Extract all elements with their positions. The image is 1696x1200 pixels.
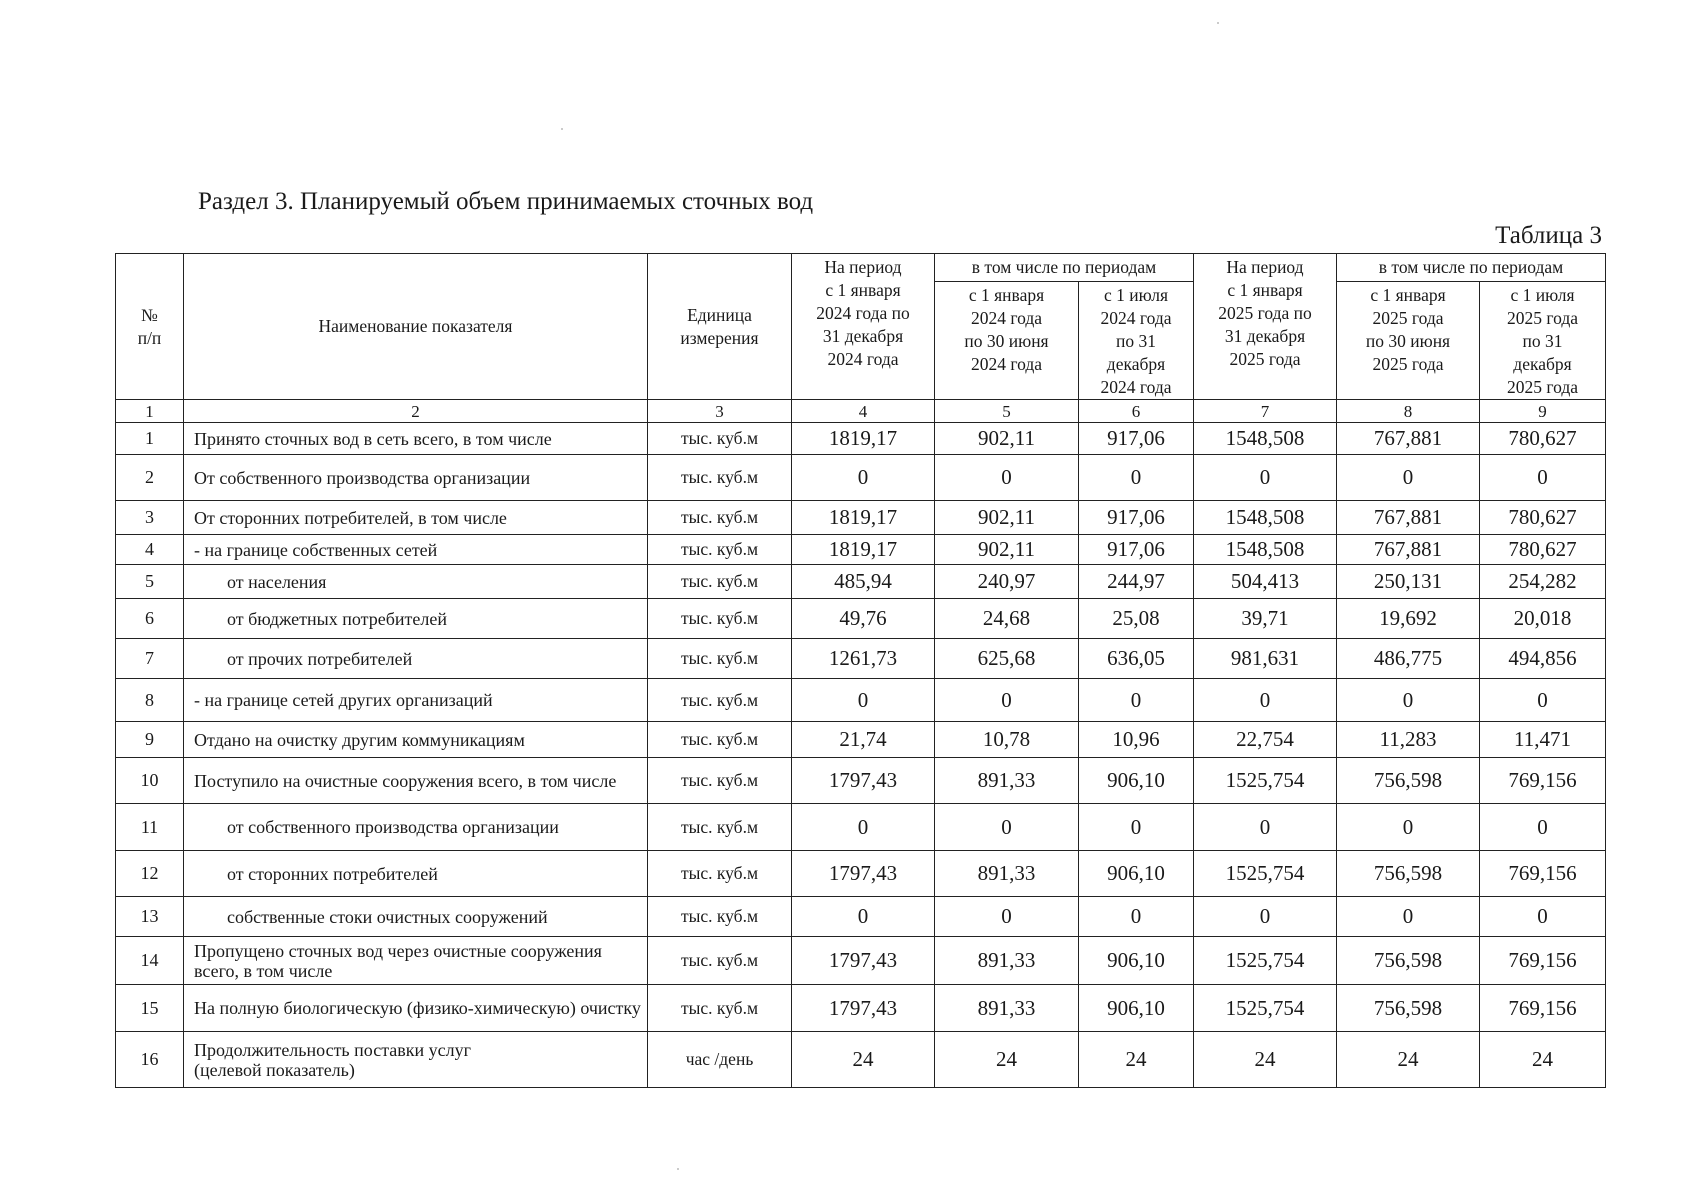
row-number: 9 xyxy=(116,722,184,758)
indicator-name: Продолжительность поставки услуг (целевой показатель) xyxy=(184,1032,648,1088)
value-cell: 906,10 xyxy=(1079,851,1194,897)
table-row xyxy=(116,423,1606,455)
value-cell: 0 xyxy=(1337,897,1480,937)
row-number: 8 xyxy=(116,679,184,722)
value-cell: 767,881 xyxy=(1337,501,1480,535)
value-cell: 769,156 xyxy=(1480,851,1606,897)
value-cell: 1525,754 xyxy=(1194,985,1337,1032)
value-cell: 891,33 xyxy=(935,985,1079,1032)
value-cell: 244,97 xyxy=(1079,565,1194,599)
unit-cell: тыс. куб.м xyxy=(648,937,792,985)
header-sub-2025-text: в том числе по периодам xyxy=(1378,257,1564,277)
column-number: 8 xyxy=(1337,400,1480,423)
value-cell: 906,10 xyxy=(1079,985,1194,1032)
value-cell: 24 xyxy=(1480,1032,1606,1088)
value-cell: 756,598 xyxy=(1337,851,1480,897)
indicator-name: Отдано на очистку другим коммуникациям xyxy=(184,722,648,758)
header-sub-2024 xyxy=(935,254,1194,282)
value-cell: 636,05 xyxy=(1079,639,1194,679)
column-number: 1 xyxy=(116,400,184,423)
value-cell: 756,598 xyxy=(1337,758,1480,804)
header-sub-2024-text: в том числе по периодам xyxy=(971,257,1157,277)
table-row xyxy=(116,985,1606,1032)
row-number: 16 xyxy=(116,1032,184,1088)
value-cell: 1819,17 xyxy=(792,535,935,565)
value-cell: 1525,754 xyxy=(1194,758,1337,804)
table-row xyxy=(116,501,1606,535)
value-cell: 625,68 xyxy=(935,639,1079,679)
unit-cell: тыс. куб.м xyxy=(648,679,792,722)
header-num-text: № п/п xyxy=(137,304,162,348)
header-name xyxy=(184,254,648,400)
value-cell: 891,33 xyxy=(935,851,1079,897)
value-cell: 10,96 xyxy=(1079,722,1194,758)
indicator-name: Принято сточных вод в сеть всего, в том числе xyxy=(184,423,648,455)
value-cell: 0 xyxy=(1480,804,1606,851)
value-cell: 902,11 xyxy=(935,423,1079,455)
value-cell: 10,78 xyxy=(935,722,1079,758)
indicator-name: От собственного производства организации xyxy=(184,455,648,501)
row-number: 13 xyxy=(116,897,184,937)
row-number: 7 xyxy=(116,639,184,679)
header-unit-text: Единица измерения xyxy=(680,304,759,348)
indicator-name: от сторонних потребителей xyxy=(184,851,648,897)
value-cell: 494,856 xyxy=(1480,639,1606,679)
indicator-name: от бюджетных потребителей xyxy=(184,599,648,639)
header-period-2024-text: На период с 1 января 2024 года по 31 декабря 2024 года xyxy=(816,257,910,369)
column-number: 5 xyxy=(935,400,1079,423)
value-cell: 917,06 xyxy=(1079,501,1194,535)
value-cell: 11,471 xyxy=(1480,722,1606,758)
header-period-2024 xyxy=(792,254,935,400)
indicator-name: от населения xyxy=(184,565,648,599)
value-cell: 902,11 xyxy=(935,501,1079,535)
value-cell: 0 xyxy=(1337,804,1480,851)
unit-cell: тыс. куб.м xyxy=(648,455,792,501)
row-number: 15 xyxy=(116,985,184,1032)
value-cell: 0 xyxy=(935,455,1079,501)
value-cell: 780,627 xyxy=(1480,535,1606,565)
indicator-name: - на границе собственных сетей xyxy=(184,535,648,565)
scan-speck xyxy=(561,128,563,130)
value-cell: 891,33 xyxy=(935,937,1079,985)
indicator-name: Пропущено сточных вод через очистные сооружения всего, в том числе xyxy=(184,937,648,985)
row-number: 5 xyxy=(116,565,184,599)
unit-cell: тыс. куб.м xyxy=(648,565,792,599)
value-cell: 24 xyxy=(1337,1032,1480,1088)
value-cell: 0 xyxy=(792,897,935,937)
header-num xyxy=(116,254,184,400)
value-cell: 25,08 xyxy=(1079,599,1194,639)
unit-cell: тыс. куб.м xyxy=(648,722,792,758)
table-row xyxy=(116,639,1606,679)
value-cell: 24 xyxy=(1079,1032,1194,1088)
value-cell: 1797,43 xyxy=(792,937,935,985)
unit-cell: час /день xyxy=(648,1032,792,1088)
unit-cell: тыс. куб.м xyxy=(648,501,792,535)
header-h2-2025 xyxy=(1480,282,1606,400)
row-number: 4 xyxy=(116,535,184,565)
value-cell: 24 xyxy=(1194,1032,1337,1088)
value-cell: 49,76 xyxy=(792,599,935,639)
header-h1-2025-text: с 1 января 2025 года по 30 июня 2025 года xyxy=(1365,285,1451,374)
unit-cell: тыс. куб.м xyxy=(648,599,792,639)
indicator-name: от прочих потребителей xyxy=(184,639,648,679)
row-number: 2 xyxy=(116,455,184,501)
value-cell: 0 xyxy=(1337,679,1480,722)
table-row xyxy=(116,535,1606,565)
value-cell: 917,06 xyxy=(1079,535,1194,565)
value-cell: 767,881 xyxy=(1337,535,1480,565)
value-cell: 1548,508 xyxy=(1194,535,1337,565)
value-cell: 0 xyxy=(935,679,1079,722)
value-cell: 0 xyxy=(1079,679,1194,722)
value-cell: 0 xyxy=(1480,455,1606,501)
header-sub-2025 xyxy=(1337,254,1606,282)
value-cell: 0 xyxy=(1194,897,1337,937)
header-h1-2024-text: с 1 января 2024 года по 30 июня 2024 года xyxy=(964,285,1049,374)
column-number: 6 xyxy=(1079,400,1194,423)
table-body xyxy=(116,423,1606,1088)
water-volume-table xyxy=(115,253,1606,1088)
value-cell: 22,754 xyxy=(1194,722,1337,758)
table-row xyxy=(116,897,1606,937)
indicator-name: - на границе сетей других организаций xyxy=(184,679,648,722)
table-row xyxy=(116,565,1606,599)
value-cell: 0 xyxy=(792,455,935,501)
column-number: 3 xyxy=(648,400,792,423)
unit-cell: тыс. куб.м xyxy=(648,851,792,897)
value-cell: 0 xyxy=(1079,897,1194,937)
value-cell: 0 xyxy=(792,804,935,851)
value-cell: 0 xyxy=(1194,455,1337,501)
column-number-row xyxy=(116,400,1606,423)
value-cell: 0 xyxy=(1337,455,1480,501)
column-number: 7 xyxy=(1194,400,1337,423)
value-cell: 0 xyxy=(792,679,935,722)
table-row xyxy=(116,804,1606,851)
value-cell: 906,10 xyxy=(1079,937,1194,985)
value-cell: 39,71 xyxy=(1194,599,1337,639)
row-number: 6 xyxy=(116,599,184,639)
header-unit xyxy=(648,254,792,400)
value-cell: 0 xyxy=(1480,679,1606,722)
value-cell: 906,10 xyxy=(1079,758,1194,804)
section-title: Раздел 3. Планируемый объем принимаемых сточных вод xyxy=(198,188,814,215)
value-cell: 24,68 xyxy=(935,599,1079,639)
value-cell: 0 xyxy=(935,804,1079,851)
value-cell: 780,627 xyxy=(1480,501,1606,535)
row-number: 1 xyxy=(116,423,184,455)
unit-cell: тыс. куб.м xyxy=(648,639,792,679)
value-cell: 756,598 xyxy=(1337,985,1480,1032)
row-number: 10 xyxy=(116,758,184,804)
row-number: 11 xyxy=(116,804,184,851)
value-cell: 902,11 xyxy=(935,535,1079,565)
indicator-name: Поступило на очистные сооружения всего, в том числе xyxy=(184,758,648,804)
header-name-text: Наименование показателя xyxy=(318,316,513,336)
value-cell: 1525,754 xyxy=(1194,851,1337,897)
value-cell: 24 xyxy=(792,1032,935,1088)
value-cell: 769,156 xyxy=(1480,985,1606,1032)
value-cell: 20,018 xyxy=(1480,599,1606,639)
unit-cell: тыс. куб.м xyxy=(648,804,792,851)
table-label: Таблица 3 xyxy=(1495,222,1602,249)
indicator-name: от собственного производства организации xyxy=(184,804,648,851)
value-cell: 769,156 xyxy=(1480,758,1606,804)
row-number: 12 xyxy=(116,851,184,897)
unit-cell: тыс. куб.м xyxy=(648,423,792,455)
value-cell: 0 xyxy=(1079,804,1194,851)
header-period-2025-text: На период с 1 января 2025 года по 31 декабря 2025 года xyxy=(1218,257,1312,369)
value-cell: 250,131 xyxy=(1337,565,1480,599)
value-cell: 981,631 xyxy=(1194,639,1337,679)
value-cell: 1819,17 xyxy=(792,423,935,455)
value-cell: 24 xyxy=(935,1032,1079,1088)
table-row xyxy=(116,599,1606,639)
value-cell: 486,775 xyxy=(1337,639,1480,679)
value-cell: 917,06 xyxy=(1079,423,1194,455)
table-row xyxy=(116,722,1606,758)
row-number: 3 xyxy=(116,501,184,535)
unit-cell: тыс. куб.м xyxy=(648,758,792,804)
value-cell: 767,881 xyxy=(1337,423,1480,455)
value-cell: 0 xyxy=(1079,455,1194,501)
value-cell: 891,33 xyxy=(935,758,1079,804)
scan-speck xyxy=(1217,22,1219,24)
value-cell: 0 xyxy=(1194,679,1337,722)
header-h1-2025 xyxy=(1337,282,1480,400)
indicator-name: На полную биологическую (физико-химическую) очистку xyxy=(184,985,648,1032)
value-cell: 11,283 xyxy=(1337,722,1480,758)
table-row xyxy=(116,758,1606,804)
table-row xyxy=(116,455,1606,501)
value-cell: 254,282 xyxy=(1480,565,1606,599)
indicator-name: собственные стоки очистных сооружений xyxy=(184,897,648,937)
header-h2-2024-text: с 1 июля 2024 года по 31 декабря 2024 года xyxy=(1100,285,1172,397)
value-cell: 0 xyxy=(935,897,1079,937)
header-period-2025 xyxy=(1194,254,1337,400)
value-cell: 240,97 xyxy=(935,565,1079,599)
value-cell: 1797,43 xyxy=(792,758,935,804)
indicator-name: От сторонних потребителей, в том числе xyxy=(184,501,648,535)
value-cell: 780,627 xyxy=(1480,423,1606,455)
column-number: 4 xyxy=(792,400,935,423)
table-row xyxy=(116,851,1606,897)
unit-cell: тыс. куб.м xyxy=(648,535,792,565)
value-cell: 756,598 xyxy=(1337,937,1480,985)
value-cell: 0 xyxy=(1194,804,1337,851)
value-cell: 485,94 xyxy=(792,565,935,599)
value-cell: 19,692 xyxy=(1337,599,1480,639)
table-row xyxy=(116,1032,1606,1088)
unit-cell: тыс. куб.м xyxy=(648,897,792,937)
value-cell: 504,413 xyxy=(1194,565,1337,599)
header-h2-2024 xyxy=(1079,282,1194,400)
table-row xyxy=(116,679,1606,722)
value-cell: 1797,43 xyxy=(792,851,935,897)
value-cell: 1261,73 xyxy=(792,639,935,679)
value-cell: 0 xyxy=(1480,897,1606,937)
value-cell: 21,74 xyxy=(792,722,935,758)
header-h2-2025-text: с 1 июля 2025 года по 31 декабря 2025 года xyxy=(1506,285,1579,397)
value-cell: 1819,17 xyxy=(792,501,935,535)
scan-speck xyxy=(677,1168,679,1170)
column-number: 9 xyxy=(1480,400,1606,423)
row-number: 14 xyxy=(116,937,184,985)
value-cell: 1548,508 xyxy=(1194,501,1337,535)
unit-cell: тыс. куб.м xyxy=(648,985,792,1032)
value-cell: 1525,754 xyxy=(1194,937,1337,985)
column-number: 2 xyxy=(184,400,648,423)
header-h1-2024 xyxy=(935,282,1079,400)
value-cell: 1548,508 xyxy=(1194,423,1337,455)
value-cell: 769,156 xyxy=(1480,937,1606,985)
value-cell: 1797,43 xyxy=(792,985,935,1032)
table-row xyxy=(116,937,1606,985)
